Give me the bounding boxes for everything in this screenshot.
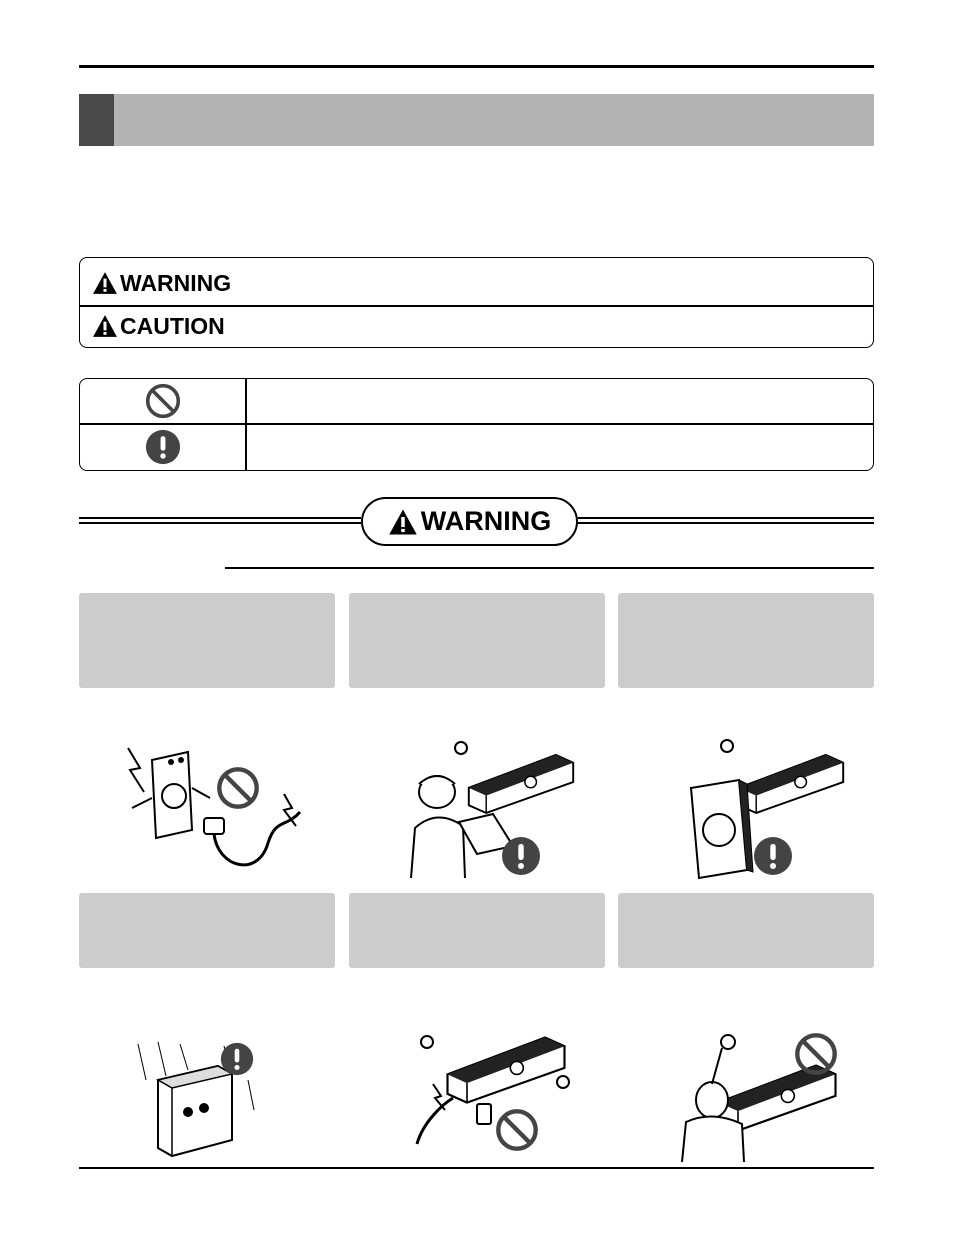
prohibition-circle-icon [219,769,256,806]
prohibition-circle-icon [145,383,181,419]
warning-text-box-3 [618,593,874,688]
illustration-outdoor-unit-rain [128,1040,288,1165]
illustration-unit-damaged-cord [413,1022,583,1157]
exclamation-circle-icon [502,837,540,875]
caution-row [92,304,225,348]
warning-text-box-1 [79,593,335,688]
illustration-outlet-shock [108,738,308,883]
warning-text-box-4 [79,893,335,968]
warning-triangle-icon [92,271,118,295]
illustration-indoor-outdoor-units [687,738,847,883]
illustration-person-lifting-unit [672,1028,847,1165]
signal-word-table [79,257,874,348]
banner-line-right-bottom [578,522,874,524]
prohibition-circle-icon [498,1111,535,1148]
section-title-tab [79,94,114,146]
warning-label: WARNING [120,269,232,296]
bottom-rule [79,1167,874,1169]
warning-row [92,261,231,305]
warning-triangle-icon [92,314,118,338]
warning-banner-label: WARNING [420,506,552,536]
warning-banner [361,497,578,546]
banner-line-left-top [79,517,361,519]
banner-line-right-top [578,517,874,519]
exclamation-circle-icon [145,429,181,465]
caution-label: CAUTION [120,312,225,339]
symbol-column-divider [245,379,247,470]
illustration-installer-manual [403,738,583,883]
mandatory-symbol-cell [80,425,245,469]
exclamation-circle-icon [754,837,792,875]
banner-line-left-bottom [79,522,361,524]
symbol-table [79,378,874,471]
warning-text-box-6 [618,893,874,968]
warning-triangle-icon [388,508,418,536]
top-rule [79,65,874,68]
prohibited-symbol-cell [80,379,245,423]
exclamation-circle-icon [221,1043,253,1075]
subheading-rule [225,567,874,569]
warning-text-box-2 [349,593,605,688]
section-title-bar [79,94,874,146]
warning-text-box-5 [349,893,605,968]
